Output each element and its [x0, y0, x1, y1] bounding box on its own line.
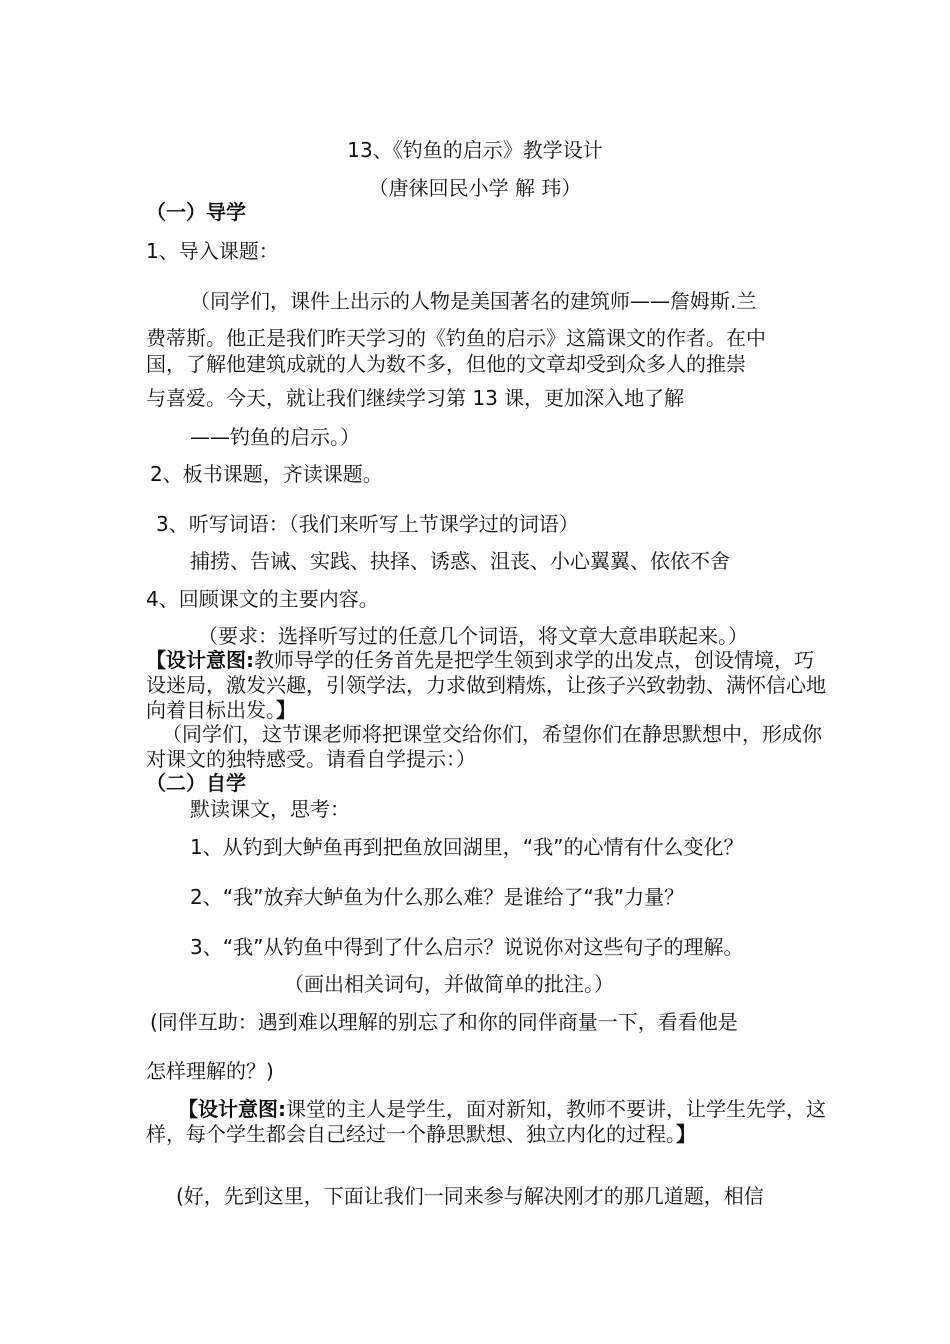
dictation-words: 捕捞、告诫、实践、抉择、诱惑、沮丧、小心翼翼、依依不舍 [190, 549, 730, 573]
section2-heading: （二）自学 [146, 771, 246, 795]
design-intent-end: 】 [276, 698, 296, 722]
intro-line: （同学们，课件上出示的人物是美国著名的建筑师——詹姆斯.兰 [190, 289, 757, 313]
design-intent-block-2 [146, 1097, 826, 1147]
question-item: 3、“我”从钓鱼中得到了什么启示？说说你对这些句子的理解。 [190, 935, 744, 959]
section1-item4: 4、回顾课文的主要内容。 [146, 587, 379, 611]
section1-item1: 1、导入课题： [146, 239, 279, 263]
transition-text: （同学们，这节课老师将把课堂交给你们，希望你们在静思默想中，形成你对课文的独特感受。请看自学提示：） [146, 722, 822, 771]
question-item: 2、“我”放弃大鲈鱼为什么那么难？是谁给了“我”力量？ [190, 885, 685, 909]
section2-note: （画出相关词句，并做简单的批注。） [284, 972, 614, 996]
design-intent-label: 【设计意图: [178, 1097, 286, 1121]
closing-line: (好，先到这里，下面让我们一同来参与解决刚才的那几道题，相信 [176, 1184, 764, 1208]
section1-item2: 2、板书课题，齐读课题。 [150, 462, 383, 486]
section1-heading: （一）导学 [146, 200, 246, 224]
section1-requirement: （要求：选择听写过的任意几个词语，将文章大意串联起来。） [198, 624, 748, 648]
intro-line: 费蒂斯。他正是我们昨天学习的《钓鱼的启示》这篇课文的作者。在中 [146, 326, 766, 350]
section2-task: 默读课文，思考： [190, 797, 350, 821]
section1-item3: 3、听写词语：（我们来听写上节课学过的词语） [156, 512, 579, 536]
design-intent-text: 课堂的主人是学生，面对新知，教师不要讲，让学生先学，这样，每个学生都会自己经过一个静思默想、独立内化的过程。 [146, 1097, 826, 1146]
peer-help-line: 怎样理解的？) [146, 1059, 274, 1083]
intro-line: ——钓鱼的启示。） [190, 425, 360, 449]
intro-line: 与喜爱。今天，就让我们继续学习第 13 课，更加深入地了解 [146, 386, 685, 410]
design-intent-end: 】 [676, 1122, 696, 1146]
document-author: （唐徕回民小学 解 玮） [368, 176, 582, 200]
intro-line: 国，了解他建筑成就的人为数不多，但他的文章却受到众多人的推崇 [146, 352, 746, 376]
peer-help-line: (同伴互助：遇到难以理解的别忘了和你的同伴商量一下，看看他是 [150, 1010, 738, 1034]
design-intent-label: 【设计意图: [146, 648, 254, 672]
design-intent-block [146, 648, 826, 723]
question-item: 1、从钓到大鲈鱼再到把鱼放回湖里，“我”的心情有什么变化？ [190, 835, 744, 859]
document-title: 13、《钓鱼的启示》教学设计 [347, 138, 603, 162]
design-intent-text: 教师导学的任务首先是把学生领到求学的出发点，创设情境，巧设迷局，激发兴趣，引领学法，力求做到精炼，让孩子兴致勃勃、满怀信心地向着目标出发。 [146, 648, 826, 722]
